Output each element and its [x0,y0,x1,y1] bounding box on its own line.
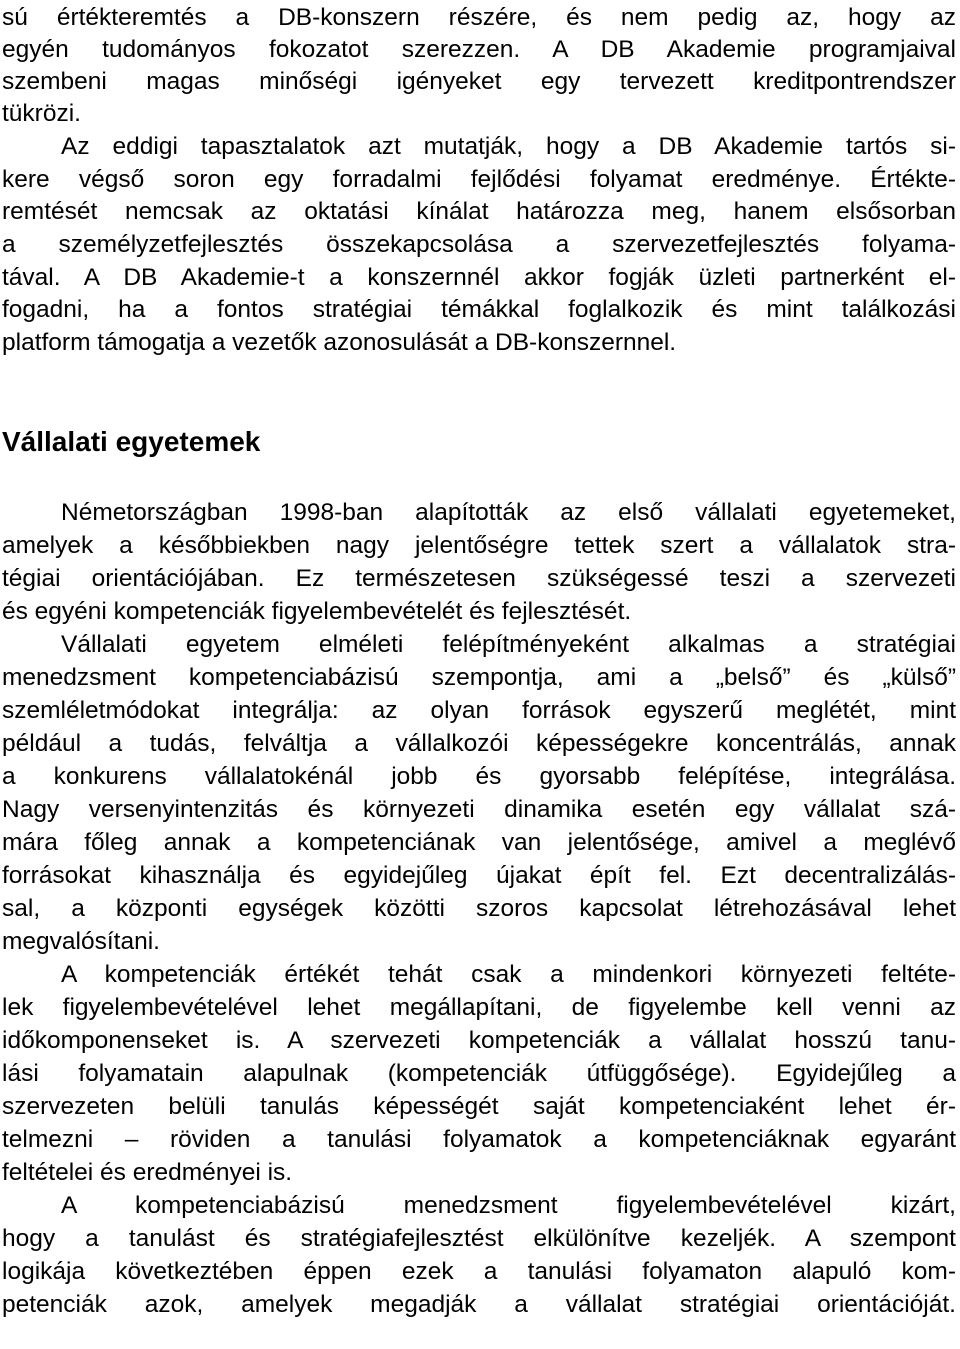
text-line: petenciák azok, amelyek megadják a vállalat stratégiai orientációját. [2,1291,956,1318]
text-line: remtését nemcsak az oktatási kínálat határozza meg, hanem elsősorban [2,198,956,225]
text-line: szemléletmódokat integrálja: az olyan források egyszerű meglétét, mint [2,697,956,724]
text-line: tával. A DB Akademie-t a konszernnél akkor fogják üzleti partnerként el- [2,264,956,291]
text-line: feltételei és eredményei is. [2,1159,293,1186]
text-line: szembeni magas minőségi igényeket egy tervezett kreditpontrendszer [2,68,956,95]
text-line: kere végső soron egy forradalmi fejlődési folyamat eredménye. Értékte- [2,166,956,193]
paragraph-first-line: Vállalati egyetem elméleti felépítményeként alkalmas a stratégiai [61,631,956,658]
paragraph-first-line: A kompetenciabázisú menedzsment figyelembevételével kizárt, [61,1192,956,1219]
text-line: logikája következtében éppen ezek a tanulási folyamaton alapuló kom- [2,1258,956,1285]
text-line: hogy a tanulást és stratégiafejlesztést elkülönítve kezeljék. A szempont [2,1225,956,1252]
section-heading: Vállalati egyetemek [2,426,261,457]
paragraph-first-line: A kompetenciák értékét tehát csak a mindenkori környezeti feltéte- [61,961,956,988]
text-line: tükrözi. [2,100,81,127]
text-line: Nagy versenyintenzitás és környezeti dinamika esetén egy vállalat szá- [2,796,956,823]
text-line: amelyek a későbbiekben nagy jelentőségre tettek szert a vállalatok stra- [2,532,956,559]
paragraph-first-line: Az eddigi tapasztalatok azt mutatják, hogy a DB Akademie tartós si- [61,133,956,160]
text-line: platform támogatja a vezetők azonosulását a DB-konszernnel. [2,329,677,356]
text-line: a konkurens vállalatokénál jobb és gyorsabb felépítése, integrálása. [2,763,956,790]
text-line: időkomponenseket is. A szervezeti kompetenciák a vállalat hosszú tanu- [2,1027,956,1054]
text-line: telmezni – röviden a tanulási folyamatok a kompetenciáknak egyaránt [2,1126,956,1153]
text-line: egyén tudományos fokozatot szerezzen. A DB Akademie programjaival [2,36,956,63]
text-line: fogadni, ha a fontos stratégiai témákkal foglalkozik és mint találkozási [2,296,956,323]
text-line: és egyéni kompetenciák figyelembevételét és fejlesztését. [2,598,632,625]
text-line: forrásokat kihasználja és egyidejűleg újakat épít fel. Ezt decentralizálás- [2,862,956,889]
text-line: tégiai orientációjában. Ez természetesen szükségessé teszi a szervezeti [2,565,956,592]
text-line: megvalósítani. [2,928,160,955]
text-line: sal, a központi egységek közötti szoros kapcsolat létrehozásával lehet [2,895,956,922]
text-line: mára főleg annak a kompetenciának van jelentősége, amivel a meglévő [2,829,956,856]
text-line: menedzsment kompetenciabázisú szempontja, ami a „belső” és „külső” [2,664,956,691]
text-line: lási folyamatain alapulnak (kompetenciák útfüggősége). Egyidejűleg a [2,1060,956,1087]
paragraph-first-line: Németországban 1998-ban alapították az első vállalati egyetemeket, [61,499,956,526]
text-line: sú értékteremtés a DB-konszern részére, és nem pedig az, hogy az [2,4,956,31]
text-line: szervezeten belüli tanulás képességét saját kompetenciaként lehet ér- [2,1093,956,1120]
text-line: lek figyelembevételével lehet megállapítani, de figyelembe kell venni az [2,994,956,1021]
text-line: a személyzetfejlesztés összekapcsolása a szervezetfejlesztés folyama- [2,231,956,258]
text-line: például a tudás, felváltja a vállalkozói képességekre koncentrálás, annak [2,730,956,757]
